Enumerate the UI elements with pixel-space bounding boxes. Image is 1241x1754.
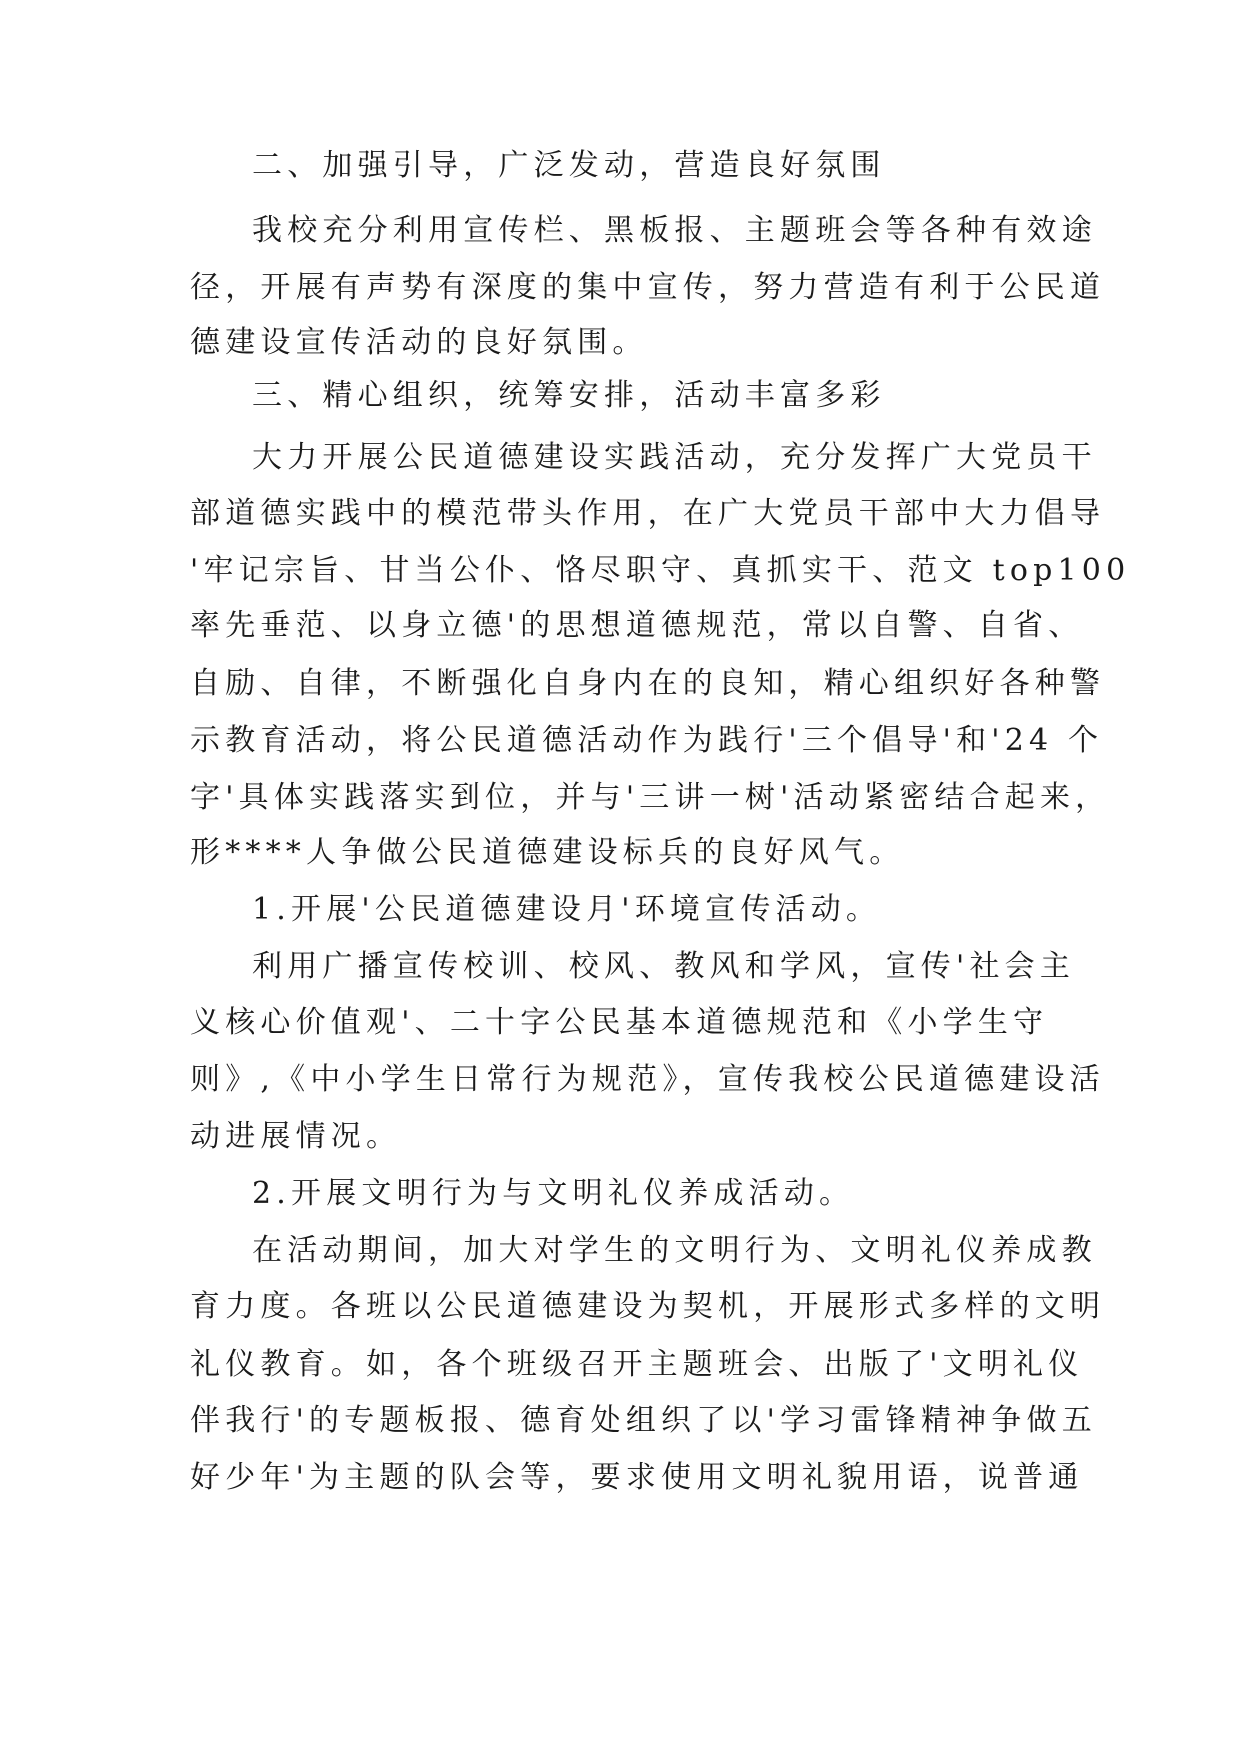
paragraph-line: 部道德实践中的模范带头作用，在广大党员干部中大力倡导 [190,496,1106,531]
paragraph-line: '牢记宗旨、甘当公仆、恪尽职守、真抓实干、范文 top100 [190,553,1131,588]
paragraph-line: 示教育活动，将公民道德活动作为践行'三个倡导'和'24 个 [190,723,1104,758]
paragraph-line: 义核心价值观'、二十字公民基本道德规范和《小学生守 [190,1005,1049,1040]
paragraph-line: 我校充分利用宣传栏、黑板报、主题班会等各种有效途 [252,213,1097,248]
paragraph-line: 育力度。各班以公民道德建设为契机，开展形式多样的文明 [190,1289,1106,1324]
paragraph-line: 伴我行'的专题板报、德育处组织了以'学习雷锋精神争做五 [190,1403,1097,1438]
list-item-2: 2.开展文明行为与文明礼仪养成活动。 [252,1176,855,1211]
paragraph-line: 径，开展有声势有深度的集中宣传，努力营造有利于公民道 [190,270,1106,305]
paragraph-line: 形****人争做公民道德建设标兵的良好风气。 [190,835,905,870]
paragraph-line: 好少年'为主题的队会等，要求使用文明礼貌用语，说普通 [190,1460,1084,1495]
paragraph-line: 利用广播宣传校训、校风、教风和学风，宣传'社会主 [252,949,1076,984]
paragraph-line: 自励、自律，不断强化自身内在的良知，精心组织好各种警 [190,666,1106,701]
paragraph-line: 大力开展公民道德建设实践活动，充分发挥广大党员干 [252,440,1097,475]
paragraph-line: 字'具体实践落实到位，并与'三讲一树'活动紧密结合起来， [190,780,1111,815]
paragraph-line: 德建设宣传活动的良好氛围。 [190,325,648,360]
paragraph-line: 率先垂范、以身立德'的思想道德规范，常以自警、自省、 [190,608,1084,643]
paragraph-line: 动进展情况。 [190,1119,402,1154]
paragraph-line: 在活动期间，加大对学生的文明行为、文明礼仪养成教 [252,1233,1097,1268]
section-heading-2: 二、加强引导，广泛发动，营造良好氛围 [252,148,886,183]
section-heading-3: 三、精心组织，统筹安排，活动丰富多彩 [252,378,886,413]
list-item-1: 1.开展'公民道德建设月'环境宣传活动。 [252,892,882,927]
paragraph-line: 礼仪教育。如，各个班级召开主题班会、出版了'文明礼仪 [190,1347,1084,1382]
paragraph-line: 则》,《中小学生日常行为规范》，宣传我校公民道德建设活 [190,1062,1105,1097]
